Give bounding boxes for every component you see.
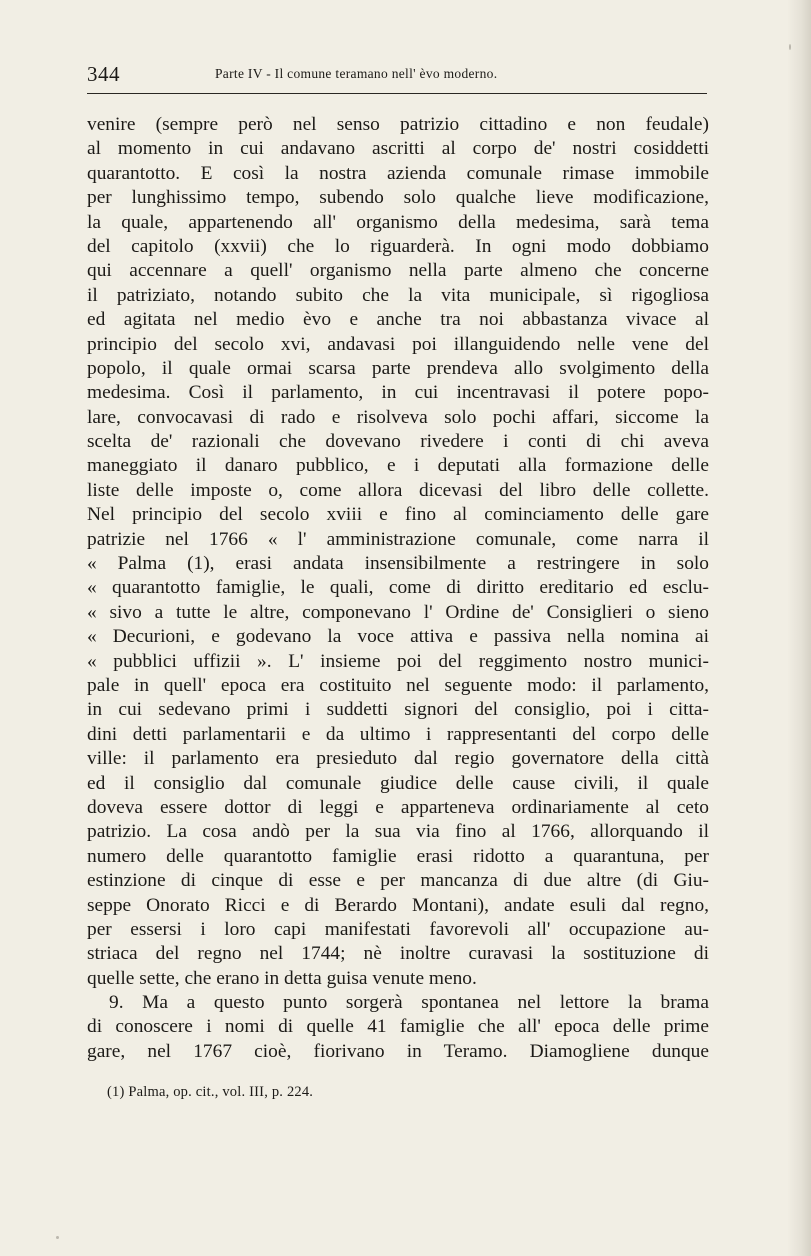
- text-line: popolo, il quale ormai scarsa parte prendeva allo svolgimento della: [87, 357, 709, 379]
- footnote: (1) Palma, op. cit., vol. III, p. 224.: [107, 1084, 314, 1100]
- text-line: « sivo a tutte le altre, componevano l' Ordine de' Consiglieri o sieno: [87, 601, 709, 623]
- text-line: maneggiato il danaro pubblico, e i deputati alla formazione delle: [87, 455, 709, 477]
- text-line: patrizie nel 1766 « l' amministrazione comunale, come narra il: [87, 528, 709, 550]
- text-line: la quale, appartenendo all' organismo della medesima, sarà tema: [87, 211, 709, 233]
- text-line: striaca del regno nel 1744; nè inoltre curavasi la sostituzione di: [87, 943, 709, 965]
- text-line: di conoscere i nomi di quelle 41 famiglie che all' epoca delle prime: [87, 1016, 709, 1038]
- text-line: venire (sempre però nel senso patrizio cittadino e non feudale): [87, 114, 709, 135]
- text-line: numero delle quarantotto famiglie erasi ridotto a quarantuna, per: [87, 845, 709, 867]
- text-line: qui accennare a quell' organismo nella parte almeno che concerne: [87, 260, 709, 282]
- text-line: patrizio. La cosa andò per la sua via fino al 1766, allorquando il: [87, 821, 709, 843]
- text-line: scelta de' razionali che dovevano rivedere i conti di chi aveva: [87, 431, 709, 453]
- text-line: « Decurioni, e godevano la voce attiva e passiva nella nomina ai: [87, 626, 709, 648]
- paper-speck: [56, 1236, 59, 1239]
- text-line: lare, convocavasi di rado e risolveva solo pochi affari, siccome la: [87, 406, 709, 428]
- text-line: « pubblici uffizii ». L' insieme poi del reggimento nostro munici-: [87, 650, 709, 672]
- body-text: [87, 113, 709, 1064]
- text-line: Nel principio del secolo xviii e fino al cominciamento delle gare: [87, 504, 709, 526]
- running-title: Parte IV - Il comune teramano nell' èvo moderno.: [215, 66, 498, 81]
- text-line: « quarantotto famiglie, le quali, come di diritto ereditario ed esclu-: [87, 577, 709, 599]
- text-line: al momento in cui andavano ascritti al corpo de' nostri cosiddetti: [87, 138, 709, 160]
- text-line: estinzione di cinque di esse e per mancanza di due altre (di Giu-: [87, 870, 709, 892]
- text-line: medesima. Così il parlamento, in cui incentravasi il potere popo-: [87, 382, 709, 404]
- text-line: 9. Ma a questo punto sorgerà spontanea nel lettore la brama: [109, 992, 709, 1014]
- text-line: per essersi i loro capi manifestati favorevoli all' occupazione au-: [87, 918, 709, 940]
- header-rule: [87, 93, 707, 94]
- text-line: quelle sette, che erano in detta guisa venute meno.: [87, 967, 477, 989]
- text-line: del capitolo (xxvii) che lo riguarderà. In ogni modo dobbiamo: [87, 235, 709, 257]
- text-line: quarantotto. E così la nostra azienda comunale rimase immobile: [87, 162, 709, 184]
- text-line: dini detti parlamentarii e da ultimo i rappresentanti del corpo delle: [87, 723, 709, 745]
- text-line: pale in quell' epoca era costituito nel seguente modo: il parlamento,: [87, 674, 709, 696]
- text-line: seppe Onorato Ricci e di Berardo Montani), andate esuli dal regno,: [87, 894, 709, 916]
- text-line: principio del secolo xvi, andavasi poi illanguidendo nelle vene del: [87, 333, 709, 355]
- text-line: il patriziato, notando subito che la vita municipale, sì rigogliosa: [87, 284, 709, 306]
- text-line: per lunghissimo tempo, subendo solo qualche lieve modificazione,: [87, 187, 709, 209]
- text-line: liste delle imposte o, come allora dicevasi del libro delle collette.: [87, 479, 709, 501]
- text-line: « Palma (1), erasi andata insensibilmente a restringere in solo: [87, 553, 709, 575]
- text-line: gare, nel 1767 cioè, fiorivano in Teramo. Diamogliene dunque: [87, 1040, 709, 1062]
- text-line: in cui sedevano primi i suddetti signori del consiglio, poi i citta-: [87, 699, 709, 721]
- text-line: ed agitata nel medio èvo e anche tra noi abbastanza vivace al: [87, 309, 709, 331]
- page-header: [87, 62, 707, 92]
- text-line: doveva essere dottor di leggi e apparteneva ordinariamente al ceto: [87, 796, 709, 818]
- page-edge-shadow: [787, 0, 811, 1256]
- paper-speck: [789, 44, 791, 50]
- page-number: 344: [87, 62, 120, 86]
- text-line: ville: il parlamento era presieduto dal regio governatore della città: [87, 748, 709, 770]
- text-line: ed il consiglio dal comunale giudice delle cause civili, il quale: [87, 772, 709, 794]
